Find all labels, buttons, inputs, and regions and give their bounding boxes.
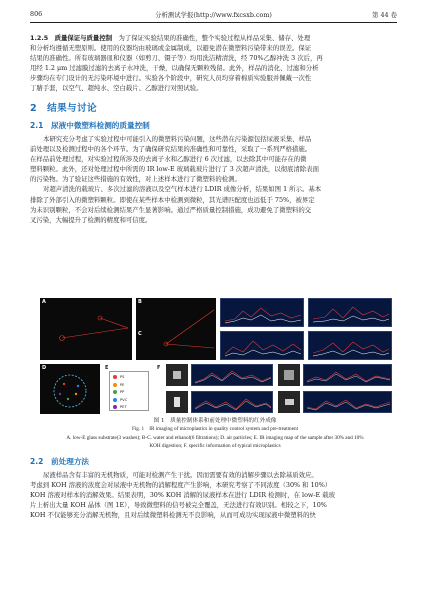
spectrum-chart xyxy=(309,299,393,328)
spectrum-chart xyxy=(221,299,305,328)
spectrum-chart xyxy=(192,365,274,387)
paragraph-line: KOH 溶液对样本的消解效果。结果表明，30% KOH 消解的尿液样本在进行 LDIR 检测时，在 low-E 载玻 xyxy=(30,491,336,500)
figure-panel-a xyxy=(40,298,132,360)
paragraph-line: 叉污染，大幅提升了检测的精度和可信度。 xyxy=(30,215,152,224)
figure-caption-en-detail: A. low-E glass substrate(3 washes); B-C. water and ethanol(6 filtrations); D. air particles; E. IR imaging map of the sample after 30% and 10% xyxy=(66,435,364,441)
figure-panel-b xyxy=(136,298,216,360)
spectrum-chart xyxy=(221,332,305,361)
legend-pp: PP xyxy=(120,390,125,394)
figure-1 xyxy=(40,298,392,414)
paragraph-line: 结果的准确性。所有玻璃器皿和仪器（如剪刀、镊子等）均用洗洁精清洗，经 70%乙醇冲洗 3 次后，再 xyxy=(30,54,323,63)
panel-label-a: A xyxy=(42,299,46,305)
spectrum-panel xyxy=(191,391,273,413)
particle-image xyxy=(278,364,300,386)
figure-caption-en-detail-2: KOH digestion; F. specific information of typical microplastics xyxy=(149,443,281,449)
figure-caption-en: Fig. 1 IR imaging of microplastics in quality control system and pre-treatment xyxy=(131,426,299,432)
section-heading-2: 2 结果与讨论 xyxy=(30,103,98,114)
ir-image-a xyxy=(40,298,132,360)
section-2-1-body xyxy=(30,134,400,225)
paragraph-line: 为未识别颗粒，不会对后续检测结果产生显著影响。通过严格质量控制措施，成功避免了微塑料的交 xyxy=(30,205,312,214)
legend-ps: PS xyxy=(120,375,125,379)
particle-image xyxy=(278,391,300,413)
paragraph-line: 对超声清洗的载玻片、多次过滤的溶液以及空气样本进行 LDIR 成像分析，结果如图 1 所示。基本 xyxy=(43,185,322,194)
paragraph-line: 用经 1.2 μm 过滤膜过滤的去离子水冲洗，干燥，以确保无颗粒残留。此外，样品的消化、过滤和分析 xyxy=(30,64,319,73)
legend-dot-ps xyxy=(113,375,117,379)
legend-pvc: PVC xyxy=(120,397,128,402)
panel-label-b: B xyxy=(138,299,142,305)
section-1-2-5 xyxy=(30,33,400,94)
paragraph-line: 考虑到 KOH 溶液的浓度会对尿液中无机物的消解程度产生影响，本研究考察了不同浓度（30% 和 10%） xyxy=(30,481,332,490)
ir-image-d xyxy=(40,364,100,414)
spectrum-panel xyxy=(191,364,273,386)
paragraph-line: 本研究充分考虑了实验过程中可能引入的微塑料污染问题，这些潜在污染源包括尿液采集、样品 xyxy=(43,135,312,143)
figure-panel-d xyxy=(40,364,100,414)
legend-dot-pet xyxy=(113,405,117,409)
spectrum-chart xyxy=(309,332,393,361)
section-heading-2-2: 2.2 前处理方法 xyxy=(30,457,90,466)
panel-label-e: E xyxy=(105,365,109,371)
paragraph-line: 尿液样品含有丰富的无机物质，可能对检测产生干扰。因而需要有效的消解步骤以去除基质效应。 xyxy=(43,471,318,479)
figure-panel-f xyxy=(158,364,392,414)
spectrum-chart xyxy=(304,392,393,414)
paragraph-line: 丁腈手套，以空气、超纯水、空白载片、乙醇进行对照试验。 xyxy=(30,84,203,93)
journal-title: 分析测试学报(http://www.fxcsxb.com) xyxy=(155,11,272,19)
spectrum-panel xyxy=(220,298,304,327)
particle-image xyxy=(166,391,188,413)
section-heading-1-2-5: 1.2.5 质量保证与质量控制 xyxy=(30,34,113,42)
legend-dot-pvc xyxy=(113,398,117,402)
spectrum-panel xyxy=(220,331,304,360)
panel-label-f: F xyxy=(157,365,161,371)
paragraph-line: 和分析均遵循无塑原则。使用的仪器均由玻璃或金属制成，以避免潜在微塑料污染带来的误差。保证 xyxy=(30,44,312,53)
paragraph-line: KOH 不仅能够充分消解无机物，且对后续微塑料检测无不良影响，从而可成功实现尿液中微塑料的快 xyxy=(30,511,316,520)
page-number: 806 xyxy=(30,10,43,18)
paragraph-line: 在样品前处理过程，对实验过程所涉及的去离子水和乙醇进行 6 次过滤，以去除其中可能存在的微 xyxy=(30,155,307,164)
spectrum-panel xyxy=(303,364,392,386)
polymer-legend xyxy=(109,371,149,411)
panel-label-c: C xyxy=(138,331,142,337)
paragraph-line: 的污染物。为了验证这些措施的有效性，对上述样本进行了微塑料的检测。 xyxy=(30,175,241,184)
spectra-group-bc xyxy=(220,298,392,360)
paragraph-line: 片上析出大量 KOH 晶体（图 1E），导致微塑料的信号被完全覆盖，无法进行有效识别。相较之下，10% xyxy=(30,501,327,510)
panel-label-d: D xyxy=(42,365,47,371)
paragraph-line: 步骤均在专门设计的无污染环境中进行。实验各个阶段中，研究人员均穿着棉质实验服并佩戴一次性 xyxy=(30,74,312,83)
spectrum-chart xyxy=(304,365,393,387)
paragraph-line: 塑料颗粒。此外，还对处理过程中所需的 IR low-E 玻璃载玻片进行了 3 次超声清洗，以彻底清除表面 xyxy=(30,165,319,174)
particle-markers xyxy=(60,316,129,341)
paragraph-line: 1.2.5 质量保证与质量控制 为了保证实验结果的准确性，整个实验过程从样品采集、储存、处理 xyxy=(30,34,311,42)
spectrum-panel xyxy=(303,391,392,413)
section-2-2-body xyxy=(30,470,400,520)
legend-pe: PE xyxy=(120,382,125,387)
section-heading-2-1: 2.1 尿液中微塑料检测的质量控制 xyxy=(30,121,150,130)
figure-panel-e-legend xyxy=(103,364,155,414)
legend-dot-pe xyxy=(113,383,117,387)
spectrum-panel xyxy=(308,331,392,360)
spectrum-chart xyxy=(192,392,274,414)
paragraph-line: 排除了外部引入的微塑料颗粒。即使在某些样本中检测到微粒，其光谱匹配度也远低于 75%，被界定 xyxy=(30,195,315,204)
paragraph-line: 前处理以及检测过程中的各个环节。为了确保研究结果的准确性和可靠性，采取了一系列严格措施。 xyxy=(30,145,312,154)
header-divider xyxy=(30,22,397,23)
ir-image-b xyxy=(136,298,216,360)
particle-image xyxy=(166,364,188,386)
legend-pet: PET xyxy=(120,405,127,409)
volume-label: 第 44 卷 xyxy=(372,11,397,19)
spectrum-panel xyxy=(308,298,392,327)
legend-dot-pp xyxy=(113,390,117,394)
figure-caption-cn: 图 1 质量控制体系和前处理中微塑料的红外成像 xyxy=(153,418,277,424)
